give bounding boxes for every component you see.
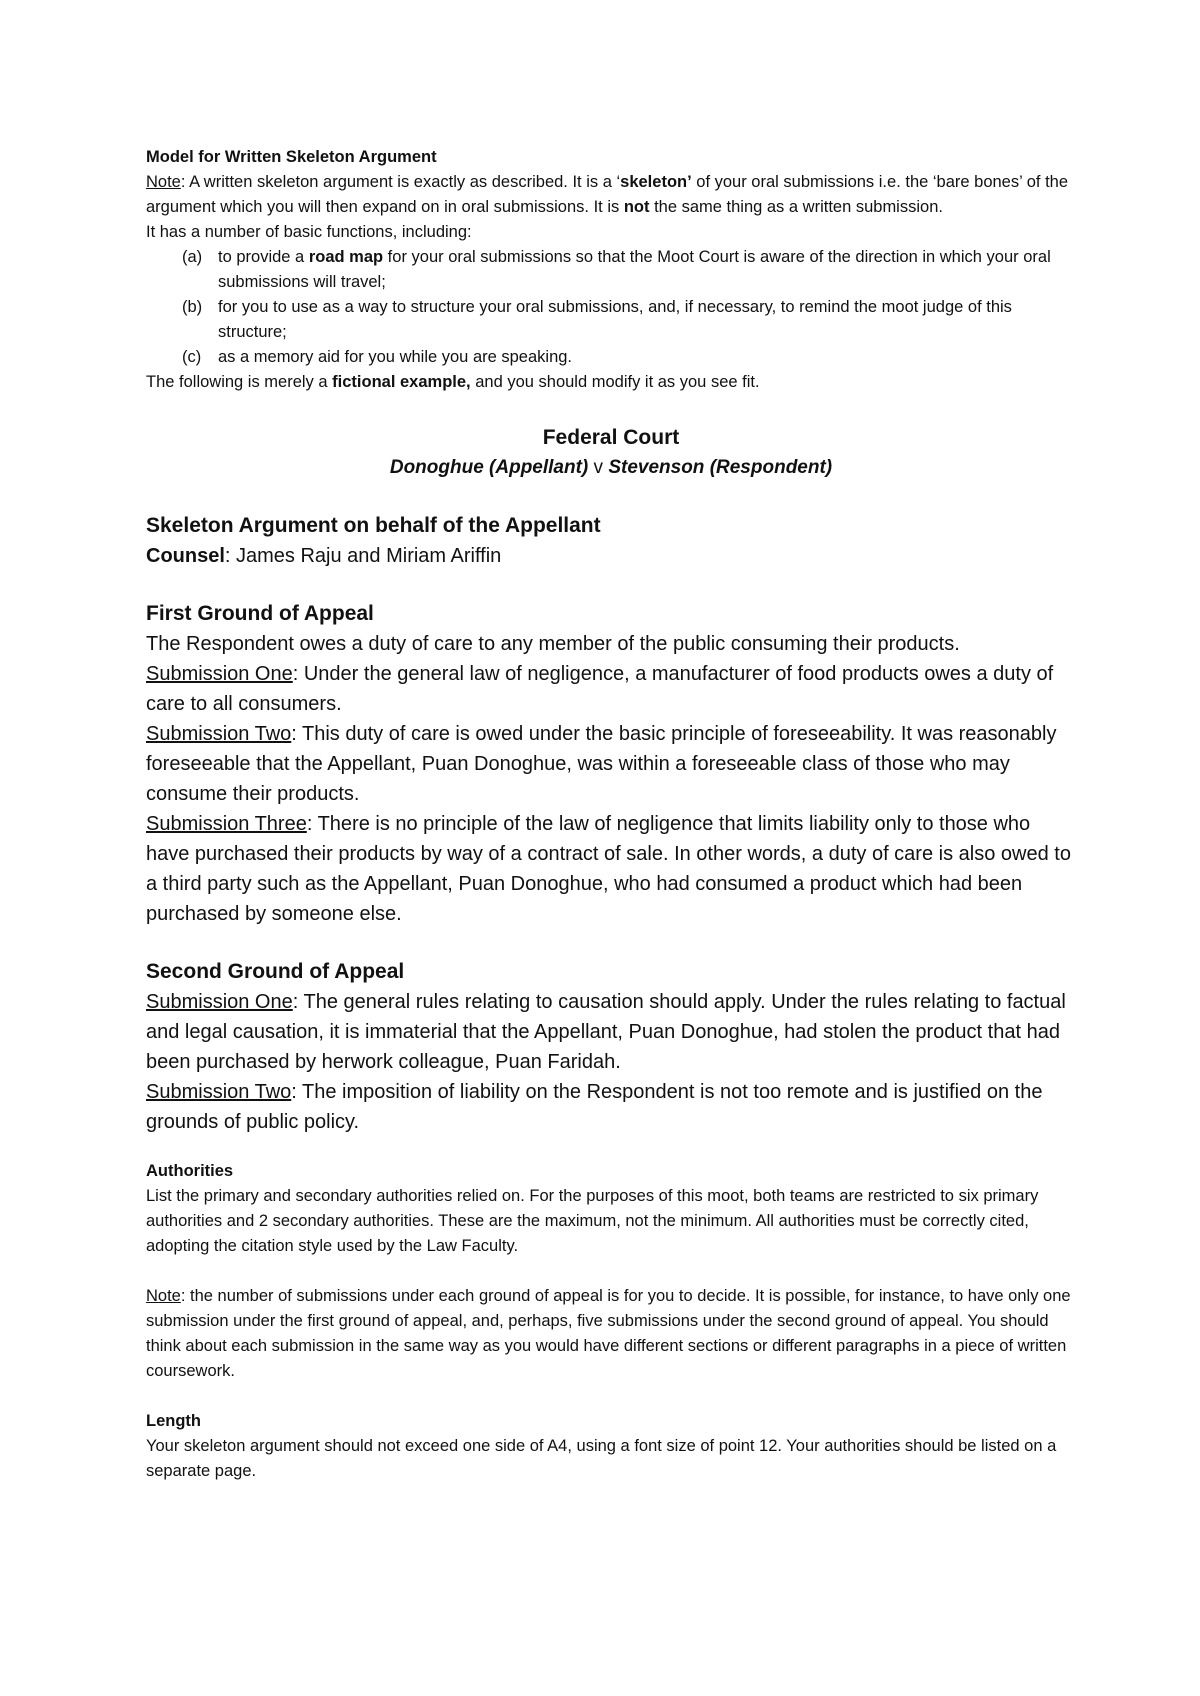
submission-label: Submission Three bbox=[146, 813, 307, 835]
note-skeleton: skeleton’ bbox=[620, 173, 692, 191]
example-note bbox=[146, 370, 1076, 395]
item-pre: to provide a bbox=[218, 248, 309, 266]
counsel-names: : James Raju and Miriam Ariffin bbox=[224, 545, 502, 567]
submission-label: Submission Two bbox=[146, 1081, 292, 1103]
note-text-2: of your oral submissions i.e. the ‘bare bones’ of the argument which you will then expand on in oral submissions. It is bbox=[146, 173, 1069, 216]
authorities-heading: Authorities bbox=[146, 1162, 234, 1180]
ground2-heading: Second Ground of Appeal bbox=[146, 960, 405, 983]
example-pre: The following is merely a bbox=[146, 373, 333, 391]
ground1-submission-two bbox=[146, 719, 1076, 809]
note-text-3: the same thing as a written submission. bbox=[649, 198, 943, 216]
list-item-text bbox=[218, 245, 1076, 295]
list-item-text bbox=[218, 345, 1076, 370]
spacer bbox=[146, 1259, 1076, 1284]
functions-intro: It has a number of basic functions, including: bbox=[146, 223, 472, 241]
item-post: for your oral submissions so that the Moot Court is aware of the direction in which your oral submissions will travel; bbox=[218, 248, 1051, 291]
item-bold: road map bbox=[308, 248, 384, 266]
skeleton-heading: Skeleton Argument on behalf of the Appellant bbox=[146, 514, 601, 537]
submission-text: : This duty of care is owed under the basic principle of foreseeability. It was reasonably foreseeable that the Appellant, Puan Donoghue, was within a foreseeable class of those who may consume their products. bbox=[146, 723, 1057, 805]
document-content bbox=[146, 145, 1076, 1484]
authorities-text: List the primary and secondary authorities relied on. For the purposes of this moot, both teams are restricted to six primary authorities and 2 secondary authorities. These are the maximum, not the minimum. All authorities must be correctly cited, adopting the citation style used by the Law Faculty. bbox=[146, 1187, 1039, 1255]
note-not: not bbox=[623, 198, 650, 216]
ground1-statement: The Respondent owes a duty of care to any member of the public consuming their products. bbox=[146, 633, 960, 655]
document-title: Model for Written Skeleton Argument bbox=[146, 148, 437, 166]
submission-text: : The imposition of liability on the Respondent is not too remote and is justified on the grounds of public policy. bbox=[146, 1081, 1043, 1133]
spacer bbox=[146, 929, 1076, 957]
ground1-heading: First Ground of Appeal bbox=[146, 602, 374, 625]
spacer bbox=[146, 483, 1076, 511]
list-marker: (a) bbox=[182, 248, 203, 266]
note-label: Note bbox=[146, 173, 181, 191]
submissions-note bbox=[146, 1284, 1076, 1384]
example-post: and you should modify it as you see fit. bbox=[470, 373, 760, 391]
note2-text: : the number of submissions under each ground of appeal is for you to decide. It is possible, for instance, to have only one submission under the first ground of appeal, and, perhaps, five submissions under the second ground of appeal. You should think about each submission in the same way as you would have different sections or different paragraphs in a piece of written coursework. bbox=[146, 1287, 1071, 1380]
example-bold: fictional example, bbox=[332, 373, 471, 391]
length-text: Your skeleton argument should not exceed one side of A4, using a font size of point 12. Your authorities should be listed on a separate page. bbox=[146, 1437, 1057, 1480]
submission-label: Submission One bbox=[146, 663, 293, 685]
case-title bbox=[146, 453, 1076, 483]
spacer bbox=[146, 1137, 1076, 1159]
submission-label: Submission One bbox=[146, 991, 293, 1013]
list-item-text bbox=[218, 295, 1076, 345]
case-appellant: Donoghue (Appellant) bbox=[389, 457, 589, 478]
counsel-label: Counsel bbox=[146, 545, 225, 567]
intro-note bbox=[146, 170, 1076, 220]
length-heading: Length bbox=[146, 1412, 201, 1430]
list-marker: (b) bbox=[182, 298, 203, 316]
list-item bbox=[146, 245, 1076, 295]
list-item bbox=[146, 345, 1076, 370]
counsel-line bbox=[146, 541, 1076, 571]
case-versus: v bbox=[588, 457, 609, 478]
spacer bbox=[146, 571, 1076, 599]
submission-label: Submission Two bbox=[146, 723, 292, 745]
item-pre: for you to use as a way to structure your oral submissions, and, if necessary, to remind the moot judge of this structure; bbox=[218, 298, 1012, 341]
list-marker: (c) bbox=[182, 348, 202, 366]
submission-text: : There is no principle of the law of negligence that limits liability only to those who have purchased their products by way of a contract of sale. In other words, a duty of care is also owed to a third party such as the Appellant, Puan Donoghue, who had consumed a product which had been purchased by someone else. bbox=[146, 813, 1071, 925]
functions-list bbox=[146, 245, 1076, 370]
ground1-submission-three bbox=[146, 809, 1076, 929]
note-text-1: : A written skeleton argument is exactly as described. It is a ‘ bbox=[180, 173, 621, 191]
list-item bbox=[146, 295, 1076, 345]
note2-label: Note bbox=[146, 1287, 181, 1305]
ground1-submission-one bbox=[146, 659, 1076, 719]
ground2-submission-two bbox=[146, 1077, 1076, 1137]
court-name: Federal Court bbox=[542, 426, 680, 449]
submission-text: : Under the general law of negligence, a manufacturer of food products owes a duty of care to all consumers. bbox=[146, 663, 1054, 715]
case-respondent: Stevenson (Respondent) bbox=[608, 457, 833, 478]
spacer bbox=[146, 1384, 1076, 1409]
item-pre: as a memory aid for you while you are speaking. bbox=[218, 348, 573, 366]
submission-text: : The general rules relating to causation should apply. Under the rules relating to factual and legal causation, it is immaterial that the Appellant, Puan Donoghue, had stolen the product that had been purchased by herwork colleague, Puan Faridah. bbox=[146, 991, 1066, 1073]
ground2-submission-one bbox=[146, 987, 1076, 1077]
